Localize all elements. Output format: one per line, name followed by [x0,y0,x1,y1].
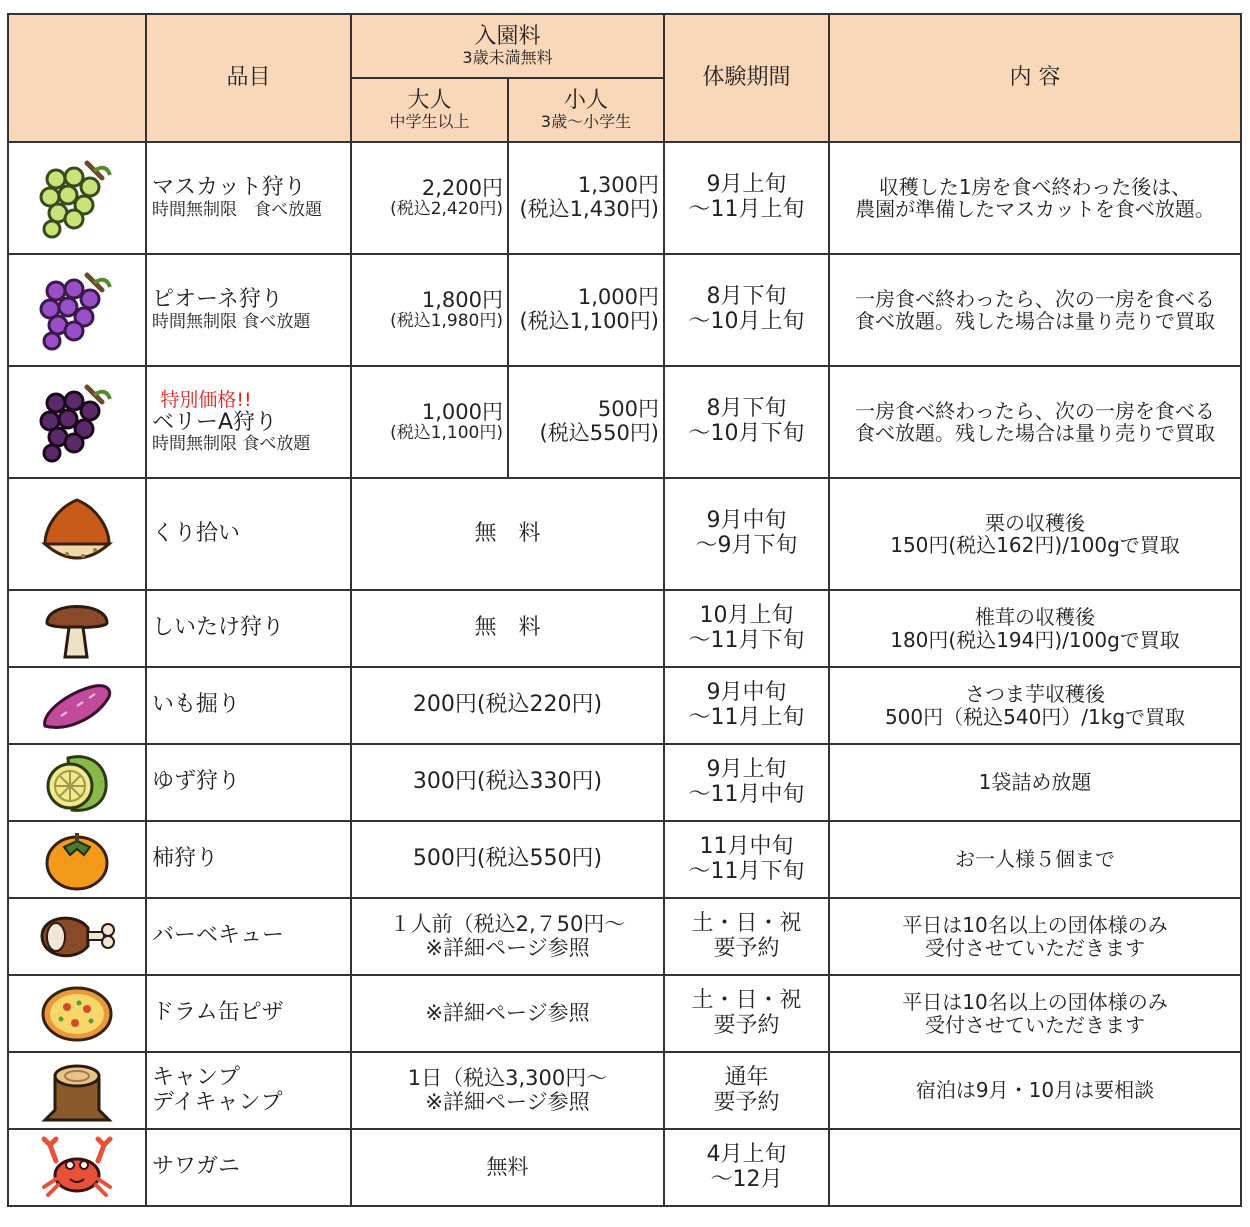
item-name-cell [146,254,351,366]
icon-cell [8,975,146,1052]
header-adult-label: 大人 [407,87,452,113]
period-cell [664,254,829,366]
adult-tax: (税込1,980円) [390,311,503,332]
period-end: 要予約 [713,935,780,961]
period-cell [664,975,829,1052]
period-start: 9月上旬 [706,756,787,782]
child-price-cell [508,366,664,478]
adult-price-cell [351,254,508,366]
chestnut-icon [37,494,117,574]
header-adult [351,78,508,142]
header-row-1 [8,14,1241,78]
item-name: くり拾い [152,520,241,546]
period-start: 土・日・祝 [691,987,802,1013]
child-tax: (税込550円) [539,421,659,445]
content-line-1: 栗の収穫後 [985,510,1085,535]
adult-tax: (税込1,100円) [390,423,503,444]
table-row [8,975,1241,1052]
fee-cell [351,1129,664,1206]
icon-cell [8,478,146,590]
fee-cell [351,478,664,590]
content-line-2: 食べ放題。残した場合は量り売りで買取 [855,421,1215,445]
period-end: ～11月中旬 [688,781,805,807]
pizza-icon [39,983,115,1045]
period-end: ～10月下旬 [688,421,805,446]
child-price: 1,000円 [577,285,659,310]
period-end: ～10月上旬 [688,309,805,334]
header-child-note: 3歳～小学生 [540,112,632,132]
content-line-1: お一人様５個まで [955,847,1115,872]
period-cell [664,1129,829,1206]
icon-cell [8,821,146,898]
item-name: マスカット狩り [152,175,306,201]
period-cell [664,478,829,590]
period-end: ～12月 [710,1166,783,1192]
period-start: 11月中旬 [699,833,794,859]
item-name-cell [146,478,351,590]
content-line-1: 平日は10名以上の団体様のみ [902,990,1168,1015]
period-start: 9月中旬 [706,508,787,534]
content-cell [829,1129,1241,1206]
content-cell [829,478,1241,590]
header-blank [8,14,146,142]
content-line-1: 1袋詰め放題 [978,770,1092,795]
content-line-2: 500円（税込540円）/1kgで買取 [884,704,1186,729]
period-start: 10月上旬 [699,602,794,628]
icon-cell [8,898,146,975]
item-note: 時間無制限 食べ放題 [152,199,322,220]
icon-cell [8,1052,146,1129]
period-start: 9月中旬 [706,679,787,705]
content-cell [829,366,1241,478]
period-end: 要予約 [713,1089,780,1115]
table-row [8,1129,1241,1206]
fee-note: ※詳細ページ参照 [425,1089,590,1114]
item-name: ゆず狩り [152,769,241,795]
item-name-cell [146,1129,351,1206]
period-cell [664,1052,829,1129]
price-table [7,13,1242,1207]
item-name-cell [146,898,351,975]
dark-grape-icon [32,377,122,467]
child-price: 1,300円 [577,173,659,198]
fee-note: ※詳細ページ参照 [425,935,590,960]
adult-price: 2,200円 [421,175,503,200]
adult-price-cell [351,366,508,478]
header-content: 内 容 [829,14,1241,142]
fee-text: 無 料 [474,615,541,641]
persimmon-icon [42,825,112,895]
period-start: 8月下旬 [706,284,787,310]
fee-text: １人前（税込2,７50円～ [389,911,626,936]
icon-cell [8,142,146,254]
table-row [8,1052,1241,1129]
content-cell [829,590,1241,667]
shiitake-icon [41,593,113,665]
fee-cell [351,898,664,975]
content-line-1: さつま芋収穫後 [965,682,1105,707]
item-name: キャンプ [152,1064,241,1090]
adult-price-cell [351,142,508,254]
item-name-cell [146,1052,351,1129]
content-line-1: 一房食べ終わったら、次の一房を食べる [855,286,1215,311]
period-end: ～11月下旬 [688,858,805,884]
period-cell [664,821,829,898]
header-child-label: 小人 [563,87,608,113]
content-line-1: 収穫した1房を食べ終わった後は、 [878,174,1192,199]
content-line-2: 受付させていただきます [925,935,1145,960]
header-fee-note: 3歳未満無料 [462,48,553,68]
yuzu-icon [42,748,112,818]
fee-cell [351,1052,664,1129]
header-fee-label: 入園料 [474,23,541,49]
content-line-2: 食べ放題。残した場合は量り売りで買取 [855,309,1215,333]
item-note: 時間無制限 食べ放題 [152,311,311,332]
icon-cell [8,1129,146,1206]
content-line-2: 受付させていただきます [925,1012,1145,1037]
content-line-1: 椎茸の収穫後 [975,605,1095,630]
table-row [8,667,1241,744]
item-name-cell [146,821,351,898]
period-start: 通年 [724,1064,769,1090]
meat-icon [36,906,118,968]
child-price-cell [508,254,664,366]
content-cell [829,744,1241,821]
fee-cell [351,744,664,821]
item-name: しいたけ狩り [152,615,285,641]
adult-price: 1,000円 [421,399,503,424]
content-cell [829,254,1241,366]
item-name-cell [146,366,351,478]
item-name: いも掘り [152,692,241,718]
period-cell [664,590,829,667]
fee-text: 無 料 [474,520,541,546]
content-line-2: 農園が準備したマスカットを食べ放題。 [855,197,1215,221]
item-name: バーベキュー [152,923,285,949]
item-name: ベリーA狩り [152,409,278,435]
table-row [8,366,1241,478]
fee-cell [351,667,664,744]
child-tax: (税込1,430円) [519,197,659,221]
table-row [8,254,1241,366]
table-row [8,590,1241,667]
item-name-cell [146,975,351,1052]
table-row [8,744,1241,821]
content-cell [829,821,1241,898]
item-name-cell [146,590,351,667]
fee-cell [351,821,664,898]
header-child [508,78,664,142]
green-grape-icon [32,153,122,243]
fee-cell [351,975,664,1052]
header-period: 体験期間 [664,14,829,142]
content-line-1: 平日は10名以上の団体様のみ [902,913,1168,938]
period-end: ～11月上旬 [688,197,805,222]
table-row [8,821,1241,898]
header-item: 品目 [146,14,351,142]
item-note: 時間無制限 食べ放題 [152,434,311,455]
child-tax: (税込1,100円) [519,309,659,333]
period-cell [664,667,829,744]
content-cell [829,142,1241,254]
item-name: 柿狩り [152,846,219,872]
icon-cell [8,744,146,821]
item-name: サワガニ [152,1154,241,1180]
sweet-potato-icon [37,676,117,736]
item-name: ピオーネ狩り [152,287,283,313]
fee-text: 300円(税込330円) [412,769,603,795]
icon-cell [8,254,146,366]
table-row [8,142,1241,254]
fee-text: ※詳細ページ参照 [425,1000,590,1025]
fee-cell [351,590,664,667]
period-cell [664,142,829,254]
fee-text: 1日（税込3,300円～ [407,1065,608,1090]
child-price: 500円 [597,397,659,422]
period-cell [664,744,829,821]
icon-cell [8,667,146,744]
fee-text: 500円(税込550円) [412,846,603,872]
item-name-cell [146,744,351,821]
content-line-2: 150円(税込162円)/100gで買取 [890,533,1180,557]
adult-price: 1,800円 [421,287,503,312]
item-name: ドラム缶ピザ [152,1000,284,1026]
period-end: 要予約 [713,1012,780,1038]
period-start: 8月下旬 [706,396,787,422]
content-cell [829,1052,1241,1129]
content-line-1: 宿泊は9月・10月は要相談 [915,1078,1155,1103]
item-name-cell [146,142,351,254]
content-line-1: 一房食べ終わったら、次の一房を食べる [855,398,1215,423]
period-end: ～9月下旬 [695,533,798,558]
table-row [8,898,1241,975]
period-start: 4月上旬 [706,1141,787,1167]
adult-tax: (税込2,420円) [390,199,503,220]
child-price-cell [508,142,664,254]
icon-cell [8,590,146,667]
period-cell [664,366,829,478]
content-cell [829,975,1241,1052]
tree-stump-icon [41,1058,113,1124]
period-start: 土・日・祝 [691,910,802,936]
item-name-2: デイキャンプ [152,1089,283,1115]
content-cell [829,898,1241,975]
special-price-label: 特別価格!! [160,388,252,411]
fee-text: 200円(税込220円) [412,692,603,718]
header-fee [351,14,664,78]
table-row [8,478,1241,590]
content-line-2: 180円(税込194円)/100gで買取 [890,627,1180,652]
crab-icon [40,1135,114,1201]
header-adult-note: 中学生以上 [389,112,470,132]
purple-grape-icon [32,265,122,355]
fee-text: 無料 [486,1154,529,1179]
period-start: 9月上旬 [706,172,787,198]
period-end: ～11月下旬 [688,627,805,653]
period-end: ～11月上旬 [688,704,805,730]
period-cell [664,898,829,975]
content-cell [829,667,1241,744]
icon-cell [8,366,146,478]
item-name-cell [146,667,351,744]
